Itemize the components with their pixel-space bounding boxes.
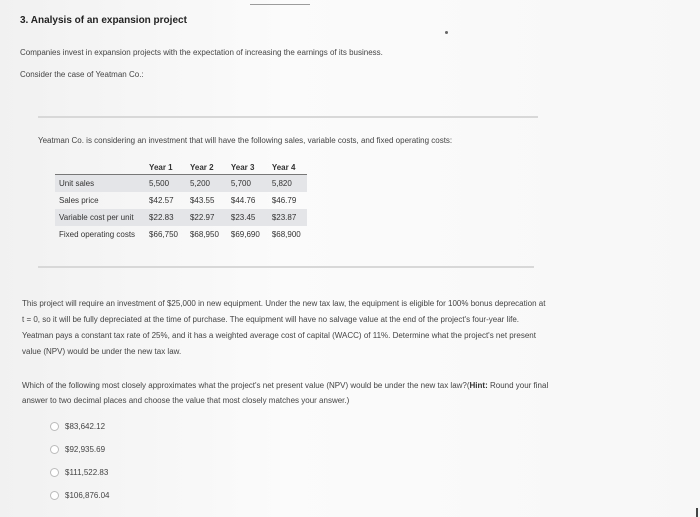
header-year-4: Year 4 [266, 160, 307, 175]
project-description [22, 296, 662, 360]
answer-option[interactable] [50, 442, 105, 456]
radio-button[interactable] [50, 422, 59, 431]
divider-bottom [38, 266, 534, 268]
project-line-4: value (NPV) would be under the new tax law. [22, 347, 182, 356]
table-row [55, 226, 307, 243]
option-label: $106,876.04 [65, 490, 110, 500]
decorative-dot [445, 31, 448, 34]
cell-value: $68,900 [271, 230, 301, 239]
cell-value: $43.55 [189, 196, 215, 205]
radio-button[interactable] [50, 445, 59, 454]
header-blank [55, 160, 143, 175]
row-label: Variable cost per unit [55, 209, 143, 226]
cell-value: 5,500 [143, 175, 184, 193]
cell-value: $22.83 [143, 209, 184, 226]
cell-value: $46.79 [271, 196, 297, 205]
cell-value: 5,820 [266, 175, 307, 193]
project-line-2: t = 0, so it will be fully depreciated at the time of purchase. The equipment will have no salvage value at the end of the project's four-year life. [22, 315, 519, 324]
option-label: $92,935.69 [65, 444, 106, 454]
question-line-2: answer to two decimal places and choose the value that most closely matches your answer.) [22, 396, 350, 405]
option-label: $111,522.83 [65, 467, 109, 477]
cell-value: $44.76 [230, 196, 256, 205]
hint-text: Round your final [487, 381, 549, 390]
cell-value: $68,950 [189, 230, 219, 239]
table-row [55, 209, 307, 226]
cell-value: $66,750 [149, 230, 178, 239]
row-label: Sales price [59, 196, 99, 205]
hint-label: Hint: [469, 381, 488, 390]
row-label: Unit sales [55, 175, 143, 193]
divider-top [38, 116, 538, 118]
answer-option[interactable] [50, 488, 110, 502]
cell-value: $69,690 [230, 230, 260, 239]
cell-value: $23.45 [225, 209, 266, 226]
answer-option[interactable] [50, 465, 108, 479]
cell-value: $23.87 [266, 209, 307, 226]
cost-table [55, 160, 307, 243]
cell-value: $22.97 [184, 209, 225, 226]
option-label: $83,642.12 [65, 421, 106, 431]
case-intro: Consider the case of Yeatman Co.: [20, 70, 144, 79]
radio-button[interactable] [50, 491, 59, 500]
header-year-3: Year 3 [225, 160, 266, 175]
header-year-1: Year 1 [143, 160, 184, 175]
cell-value: $42.57 [149, 196, 174, 205]
row-label: Fixed operating costs [59, 230, 136, 239]
question-prompt [22, 378, 662, 408]
intro-text: Companies invest in expansion projects with the expectation of increasing the earnings of its business. [20, 48, 383, 57]
table-row [55, 192, 307, 209]
page-title: 3. Analysis of an expansion project [20, 15, 187, 26]
question-line-1 [22, 378, 662, 393]
top-divider [250, 0, 310, 5]
answer-option[interactable] [50, 419, 105, 433]
table-row [55, 175, 307, 193]
table-header-row [55, 160, 307, 175]
scrollbar-edge[interactable] [696, 508, 698, 517]
cell-value: 5,200 [184, 175, 225, 193]
table-intro: Yeatman Co. is considering an investment that will have the following sales, variable costs, and fixed operating costs: [38, 136, 453, 145]
radio-button[interactable] [50, 468, 59, 477]
project-line-3: Yeatman pays a constant tax rate of 25%, and it has a weighted average cost of capital (WACC) of 11%. Determine what the project's net present [22, 331, 536, 340]
cell-value: 5,700 [225, 175, 266, 193]
question-text: Which of the following most closely approximates what the project's net present value (NPV) would be under the new tax law?( [22, 381, 470, 390]
header-year-2: Year 2 [184, 160, 225, 175]
project-line-1: This project will require an investment of $25,000 in new equipment. Under the new tax law, the equipment is eligible for 100% bonus deprecation at [22, 299, 546, 308]
